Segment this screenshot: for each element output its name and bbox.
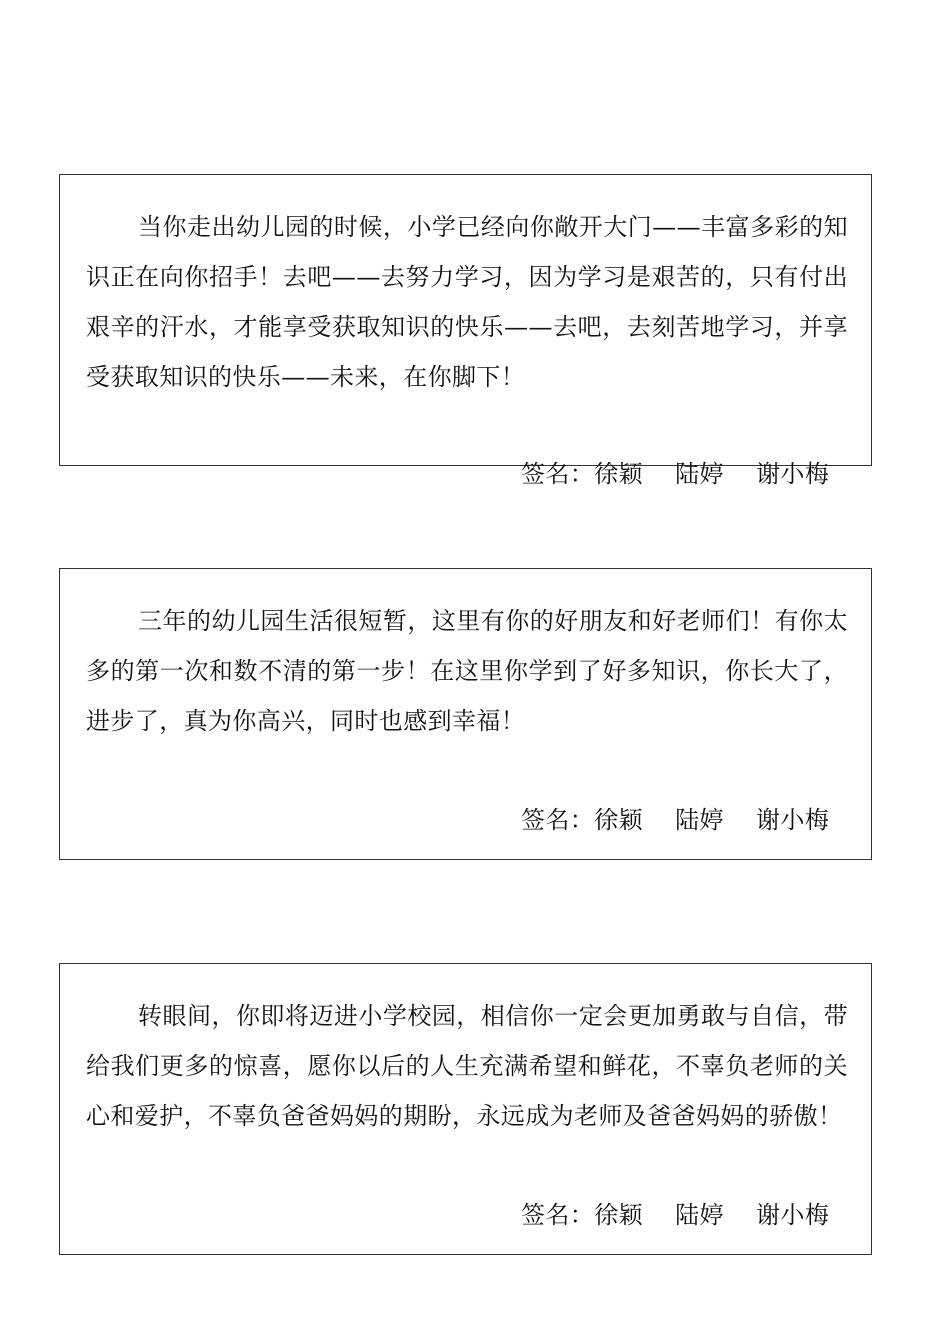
card-message: 当你走出幼儿园的时候，小学已经向你敞开大门——丰富多彩的知识正在向你招手！去吧——去努力学习，因为学习是艰苦的，只有付出艰辛的汗水，才能享受获取知识的快乐——去吧，去刻苦地学习，并享受获取知识的快乐——未来，在你脚下！: [86, 213, 848, 391]
card-signature: 签名：徐颖 陆婷 谢小梅: [521, 460, 830, 488]
message-card: [59, 963, 872, 1255]
message-card: [59, 568, 872, 860]
card-signature: 签名：徐颖 陆婷 谢小梅: [521, 806, 830, 834]
card-message: 三年的幼儿园生活很短暂，这里有你的好朋友和好老师们！有你太多的第一次和数不清的第一步！在这里你学到了好多知识，你长大了，进步了，真为你高兴，同时也感到幸福！: [86, 607, 848, 735]
message-card: [59, 174, 872, 488]
card-message: 转眼间，你即将迈进小学校园，相信你一定会更加勇敢与自信，带给我们更多的惊喜，愿你以后的人生充满希望和鲜花，不辜负老师的关心和爱护，不辜负爸爸妈妈的期盼，永远成为老师及爸爸妈妈的骄傲！: [86, 1002, 848, 1130]
card-signature: 签名：徐颖 陆婷 谢小梅: [521, 1201, 830, 1229]
